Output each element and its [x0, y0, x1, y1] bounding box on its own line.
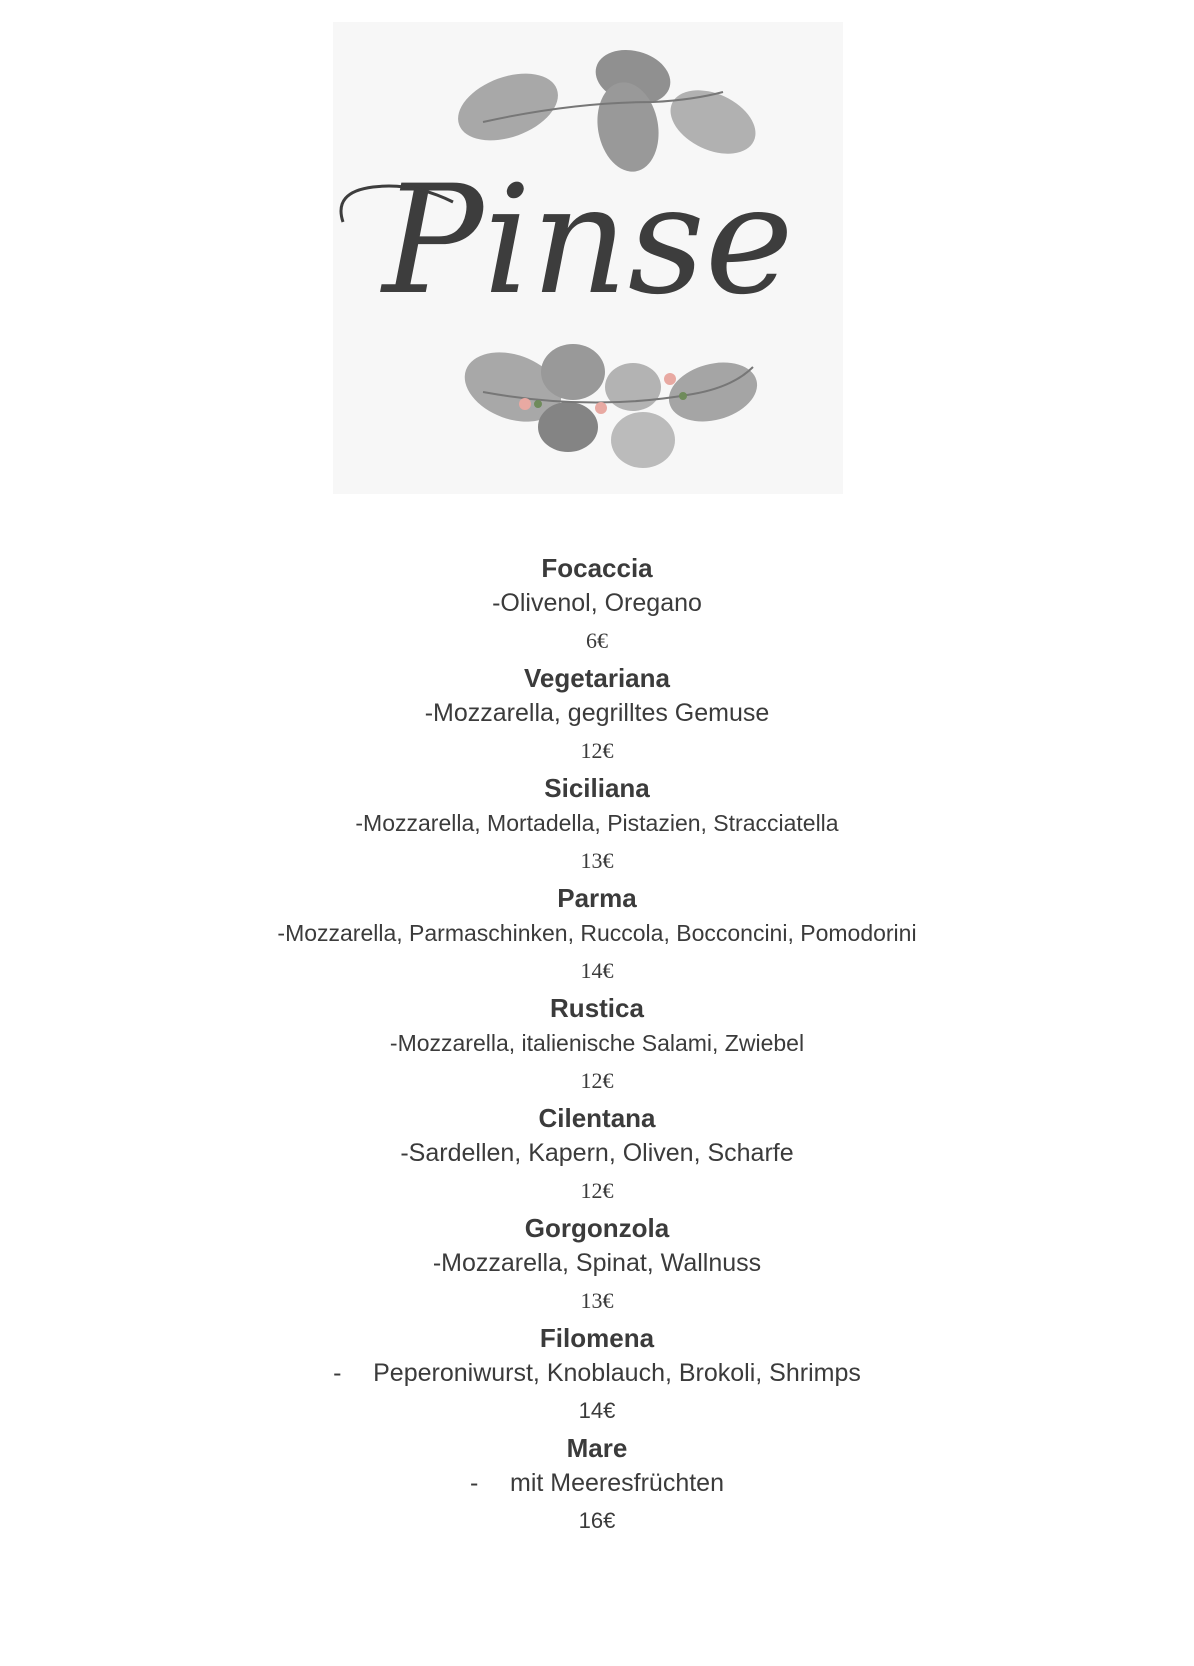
bullet-dash: -: [470, 1469, 479, 1497]
item-price: 12€: [580, 738, 614, 763]
list-item: [0, 1321, 1194, 1431]
item-description: -Olivenol, Oregano: [492, 589, 702, 617]
item-description: -Mozzarella, italienische Salami, Zwiebel: [389, 1030, 805, 1056]
item-price: 6€: [586, 628, 608, 653]
item-name: Focaccia: [541, 553, 653, 583]
item-description: mit Meeresfrüchten: [510, 1469, 724, 1497]
title-text: Pinse: [382, 154, 794, 328]
item-name: Filomena: [539, 1323, 655, 1353]
item-price: 14€: [578, 1398, 616, 1423]
item-name: Rustica: [550, 993, 644, 1023]
item-description: -Sardellen, Kapern, Oliven, Scharfe: [400, 1139, 794, 1167]
item-name: Parma: [557, 883, 637, 913]
item-description: -Mozzarella, Mortadella, Pistazien, Stracciatella: [355, 810, 839, 836]
item-price: 12€: [580, 1178, 614, 1203]
eucalyptus-wreath-icon: [333, 22, 843, 494]
item-price: 12€: [580, 1068, 614, 1093]
item-name: Cilentana: [538, 1103, 656, 1133]
item-name: Siciliana: [544, 773, 650, 803]
item-description: Peperoniwurst, Knoblauch, Brokoli, Shrimps: [373, 1359, 861, 1387]
bullet-dash: -: [333, 1359, 342, 1387]
item-description: -Mozzarella, Spinat, Wallnuss: [432, 1249, 762, 1277]
list-item: [0, 1431, 1194, 1541]
list-item: [0, 1101, 1194, 1211]
item-description: -Mozzarella, Parmaschinken, Ruccola, Bocconcini, Pomodorini: [277, 920, 917, 946]
item-name: Vegetariana: [524, 663, 670, 693]
item-description-row: [0, 1465, 1194, 1501]
item-price: 13€: [580, 1288, 614, 1313]
item-description: -Mozzarella, gegrilltes Gemuse: [424, 699, 770, 727]
list-item: [0, 551, 1194, 661]
item-price: 14€: [580, 958, 614, 983]
list-item: [0, 1211, 1194, 1321]
list-item: [0, 771, 1194, 881]
list-item: [0, 661, 1194, 771]
list-item: [0, 991, 1194, 1101]
item-name: Mare: [566, 1433, 628, 1463]
header-illustration: [333, 22, 843, 494]
item-name: Gorgonzola: [524, 1213, 670, 1243]
menu-list: [0, 551, 1194, 1541]
item-price: 16€: [578, 1508, 616, 1533]
item-price: 13€: [580, 848, 614, 873]
list-item: [0, 881, 1194, 991]
item-description-row: [0, 1355, 1194, 1391]
